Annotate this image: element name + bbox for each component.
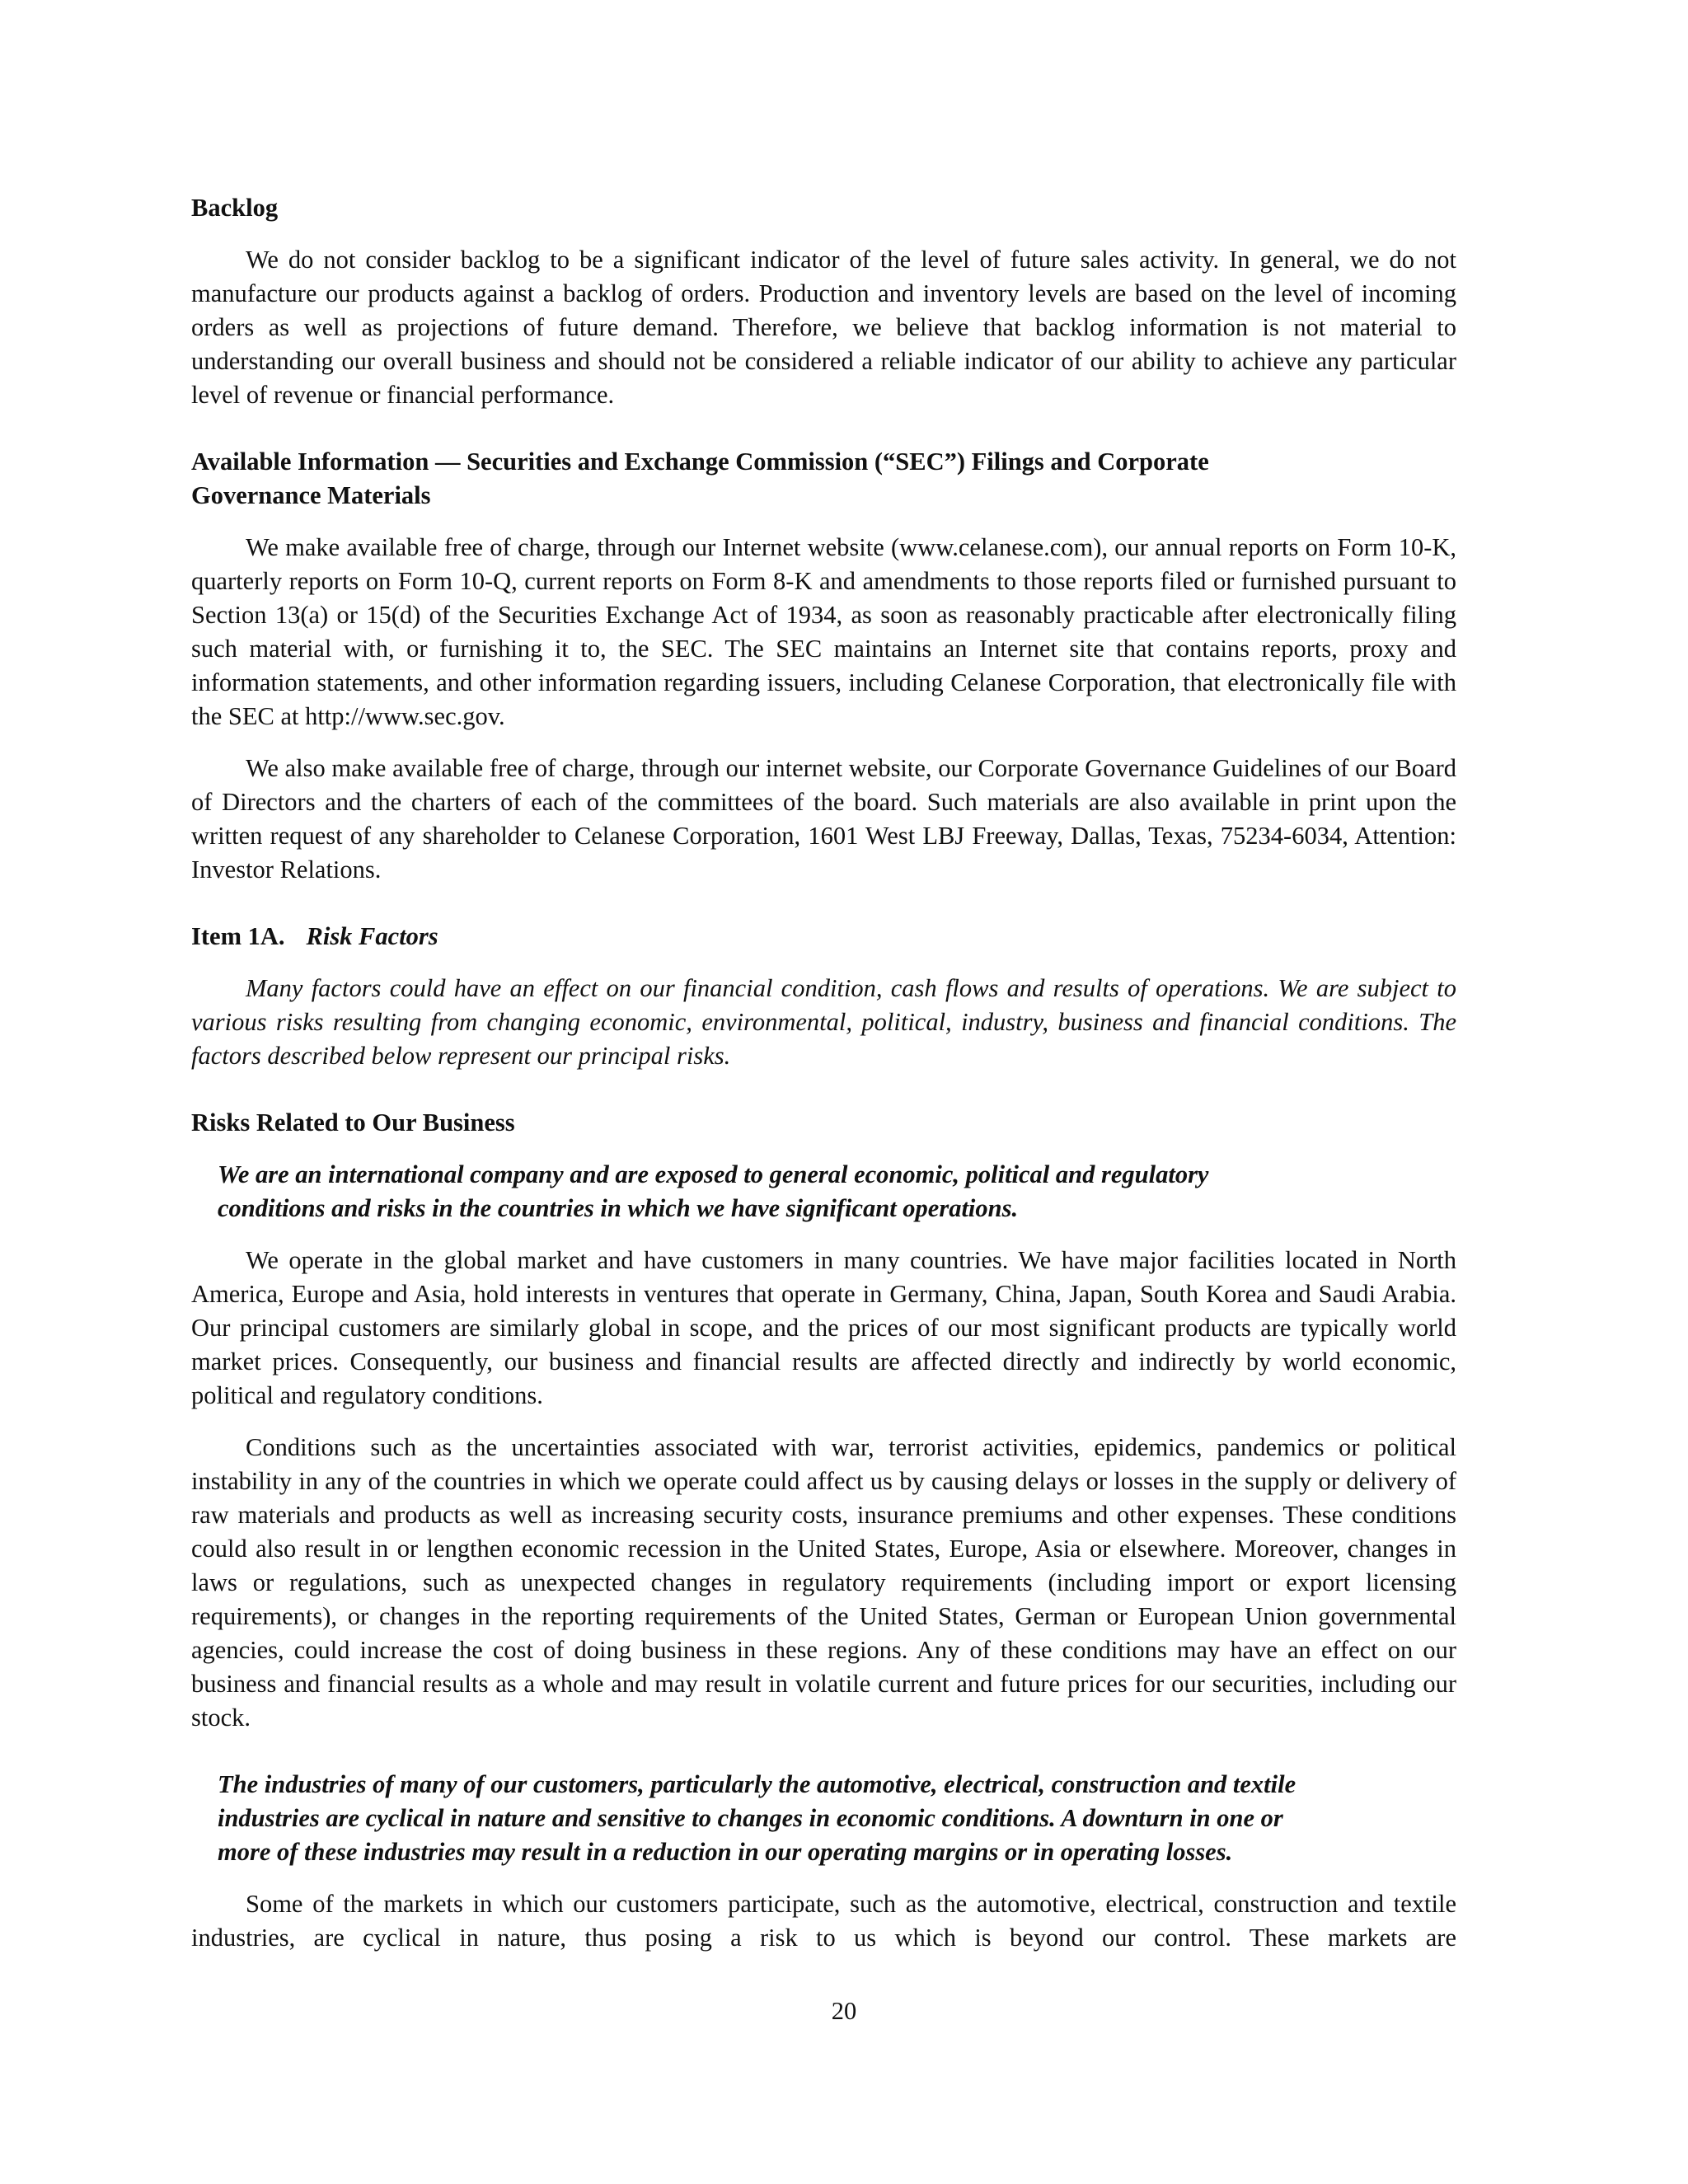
paragraph-available-information-1: We make available free of charge, through our Internet website (www.celanese.com), our annual reports on Form 10-K, quarterly reports on Form 10-Q, current reports on Form 8-K and amendments to those reports filed or furnished pursuant to Section 13(a) or 15(d) of the Securities Exchange Act of 1934, as soon as reasonably practicable after electronically filing such material with, or furnishing it to, the SEC. The SEC maintains an Internet site that contains reports, proxy and information statements, and other information regarding issuers, including Celanese Corporation, that electronically file with the SEC at http://www.sec.gov. xyxy=(191,533,1456,730)
paragraph-backlog: We do not consider backlog to be a significant indicator of the level of future sales activity. In general, we do not manufacture our products against a backlog of orders. Production and inventory levels are based on the level of incoming orders as well as projections of future demand. Therefore, we believe that backlog information is not material to understanding our overall business and should not be considered a reliable indicator of our ability to achieve any particular level of revenue or financial performance. xyxy=(191,246,1456,409)
paragraph-cyclical-markets: Some of the markets in which our customers participate, such as the automotive, electrical, construction and textile industries, are cyclical in nature, thus posing a risk to us which is beyond our control. These markets are xyxy=(191,1890,1456,1952)
heading-item-1a xyxy=(191,920,1456,954)
heading-available-information-line2: Governance Materials xyxy=(191,481,431,509)
subheading-cyclical-industries xyxy=(218,1768,1456,1869)
heading-backlog: Backlog xyxy=(191,194,279,222)
item-1a-label: Item 1A. xyxy=(191,922,285,950)
paragraph-available-information-2: We also make available free of charge, through our internet website, our Corporate Governance Guidelines of our Board of Directors and the charters of each of the committees of the board. Such materials are also available in print upon the written request of any shareholder to Celanese Corporation, 1601 West LBJ Freeway, Dallas, Texas, 75234-6034, Attention: Investor Relations. xyxy=(191,754,1456,883)
heading-risks-related-to-business: Risks Related to Our Business xyxy=(191,1108,515,1137)
subheading-cyclical-industries-line2: industries are cyclical in nature and sensitive to changes in economic conditions. A downturn in one or xyxy=(218,1804,1283,1832)
subheading-international-company-line1: We are an international company and are exposed to general economic, political and regulatory xyxy=(218,1160,1209,1188)
heading-available-information xyxy=(191,445,1456,513)
subheading-international-company xyxy=(218,1158,1456,1226)
paragraph-global-market: We operate in the global market and have customers in many countries. We have major facilities located in North America, Europe and Asia, hold interests in ventures that operate in Germany, China, Japan, South Korea and Saudi Arabia. Our principal customers are similarly global in scope, and the prices of our most significant products are typically world market prices. Consequently, our business and financial results are affected directly and indirectly by world economic, political and regulatory conditions. xyxy=(191,1246,1456,1409)
paragraph-conditions-uncertainties: Conditions such as the uncertainties associated with war, terrorist activities, epidemics, pandemics or political instability in any of the countries in which we operate could affect us by causing delays or losses in the supply or delivery of raw materials and products as well as increasing security costs, insurance premiums and other expenses. These conditions could also result in or lengthen economic recession in the United States, Europe, Asia or elsewhere. Moreover, changes in laws or regulations, such as unexpected changes in regulatory requirements (including import or export licensing requirements), or changes in the reporting requirements of the United States, German or European Union governmental agencies, could increase the cost of doing business in these regions. Any of these conditions may have an effect on our business and financial results as a whole and may result in volatile current and future prices for our securities, including our stock. xyxy=(191,1433,1456,1732)
paragraph-risk-factors-intro: Many factors could have an effect on our financial condition, cash flows and results of operations. We are subject to various risks resulting from changing economic, environmental, political, industry, business and financial conditions. The factors described below represent our principal risks. xyxy=(191,974,1456,1070)
heading-available-information-line1: Available Information — Securities and Exchange Commission (“SEC”) Filings and Corporate xyxy=(191,448,1209,476)
subheading-cyclical-industries-line3: more of these industries may result in a reduction in our operating margins or in operating losses. xyxy=(218,1838,1233,1866)
subheading-cyclical-industries-line1: The industries of many of our customers, particularly the automotive, electrical, construction and textile xyxy=(218,1770,1296,1798)
page-number: 20 xyxy=(831,1997,857,2025)
subheading-international-company-line2: conditions and risks in the countries in which we have significant operations. xyxy=(218,1194,1019,1222)
document-page xyxy=(191,191,1456,1955)
item-1a-title: Risk Factors xyxy=(306,922,438,950)
